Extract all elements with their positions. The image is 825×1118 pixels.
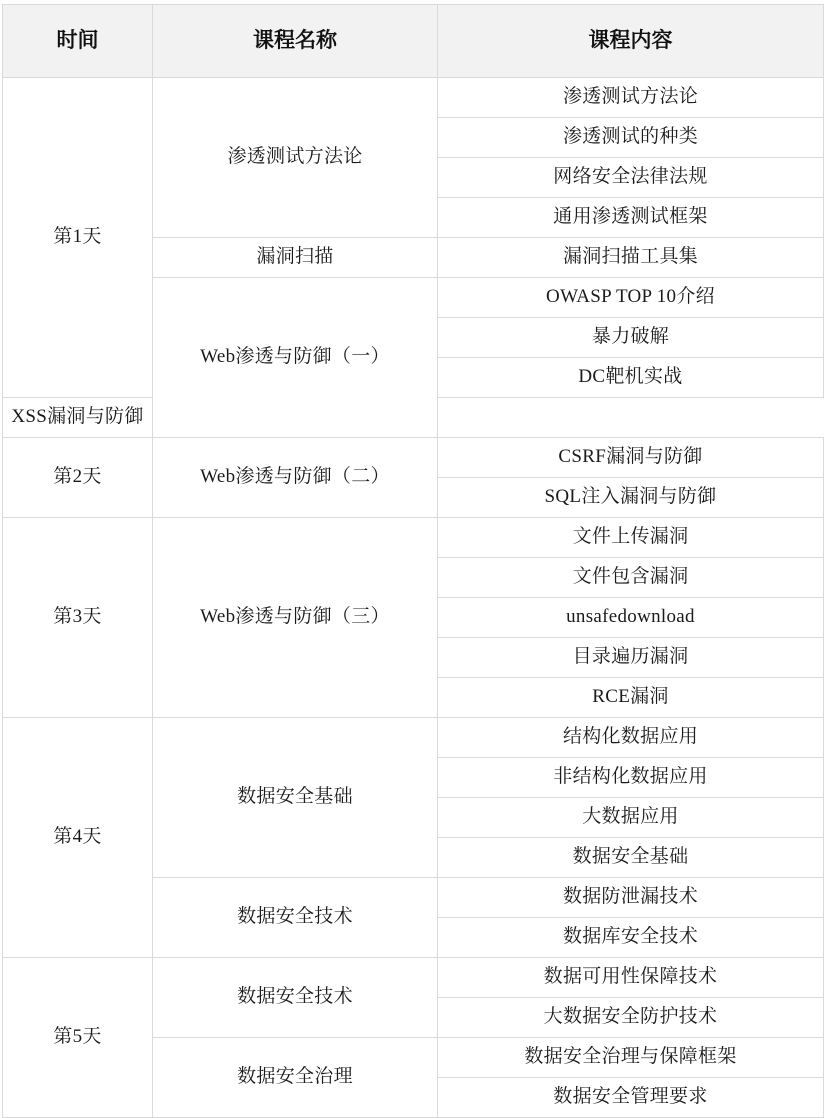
header-course-name: 课程名称 (153, 5, 438, 78)
course-content-cell: 数据安全基础 (438, 838, 824, 878)
table-row (3, 718, 824, 758)
table-row (3, 78, 824, 118)
course-content-cell: 大数据安全防护技术 (438, 998, 824, 1038)
course-content-cell: 文件包含漏洞 (438, 558, 824, 598)
course-content-cell: 数据防泄漏技术 (438, 878, 824, 918)
day-cell: 第2天 (3, 438, 153, 518)
course-name-cell: 数据安全基础 (153, 718, 438, 878)
table-body (3, 78, 824, 1118)
course-content-cell: 数据安全管理要求 (438, 1078, 824, 1118)
course-name-cell: Web渗透与防御（二） (153, 438, 438, 518)
course-content-cell: 网络安全法律法规 (438, 158, 824, 198)
course-content-cell: unsafedownload (438, 598, 824, 638)
course-name-cell: Web渗透与防御（三） (153, 518, 438, 718)
course-name-cell: Web渗透与防御（一） (153, 278, 438, 438)
course-content-cell: 大数据应用 (438, 798, 824, 838)
course-content-cell: 通用渗透测试框架 (438, 198, 824, 238)
day-cell: 第3天 (3, 518, 153, 718)
course-content-cell: 暴力破解 (438, 318, 824, 358)
table-row (3, 958, 824, 998)
course-content-cell: DC靶机实战 (438, 358, 824, 398)
day-cell: 第1天 (3, 78, 153, 398)
table-row (3, 438, 824, 478)
course-content-cell: 数据库安全技术 (438, 918, 824, 958)
course-content-cell: 漏洞扫描工具集 (438, 238, 824, 278)
course-name-cell: 数据安全技术 (153, 878, 438, 958)
header-time: 时间 (3, 5, 153, 78)
course-name-cell: 渗透测试方法论 (153, 78, 438, 238)
course-name-cell: 数据安全技术 (153, 958, 438, 1038)
course-content-cell: 目录遍历漏洞 (438, 638, 824, 678)
course-content-cell: SQL注入漏洞与防御 (438, 478, 824, 518)
course-schedule-table (2, 4, 824, 1118)
course-content-cell: 渗透测试的种类 (438, 118, 824, 158)
course-content-cell: 渗透测试方法论 (438, 78, 824, 118)
course-content-cell: 数据可用性保障技术 (438, 958, 824, 998)
course-content-cell: RCE漏洞 (438, 678, 824, 718)
course-content-cell: 数据安全治理与保障框架 (438, 1038, 824, 1078)
table-row (3, 518, 824, 558)
header-course-content: 课程内容 (438, 5, 824, 78)
day-cell: 第5天 (3, 958, 153, 1118)
course-content-cell: 结构化数据应用 (438, 718, 824, 758)
table-header (3, 5, 824, 78)
course-content-cell: XSS漏洞与防御 (3, 398, 153, 438)
course-name-cell: 数据安全治理 (153, 1038, 438, 1118)
header-row (3, 5, 824, 78)
course-content-cell: 文件上传漏洞 (438, 518, 824, 558)
course-content-cell: OWASP TOP 10介绍 (438, 278, 824, 318)
course-content-cell: 非结构化数据应用 (438, 758, 824, 798)
course-name-cell: 漏洞扫描 (153, 238, 438, 278)
day-cell: 第4天 (3, 718, 153, 958)
course-content-cell: CSRF漏洞与防御 (438, 438, 824, 478)
